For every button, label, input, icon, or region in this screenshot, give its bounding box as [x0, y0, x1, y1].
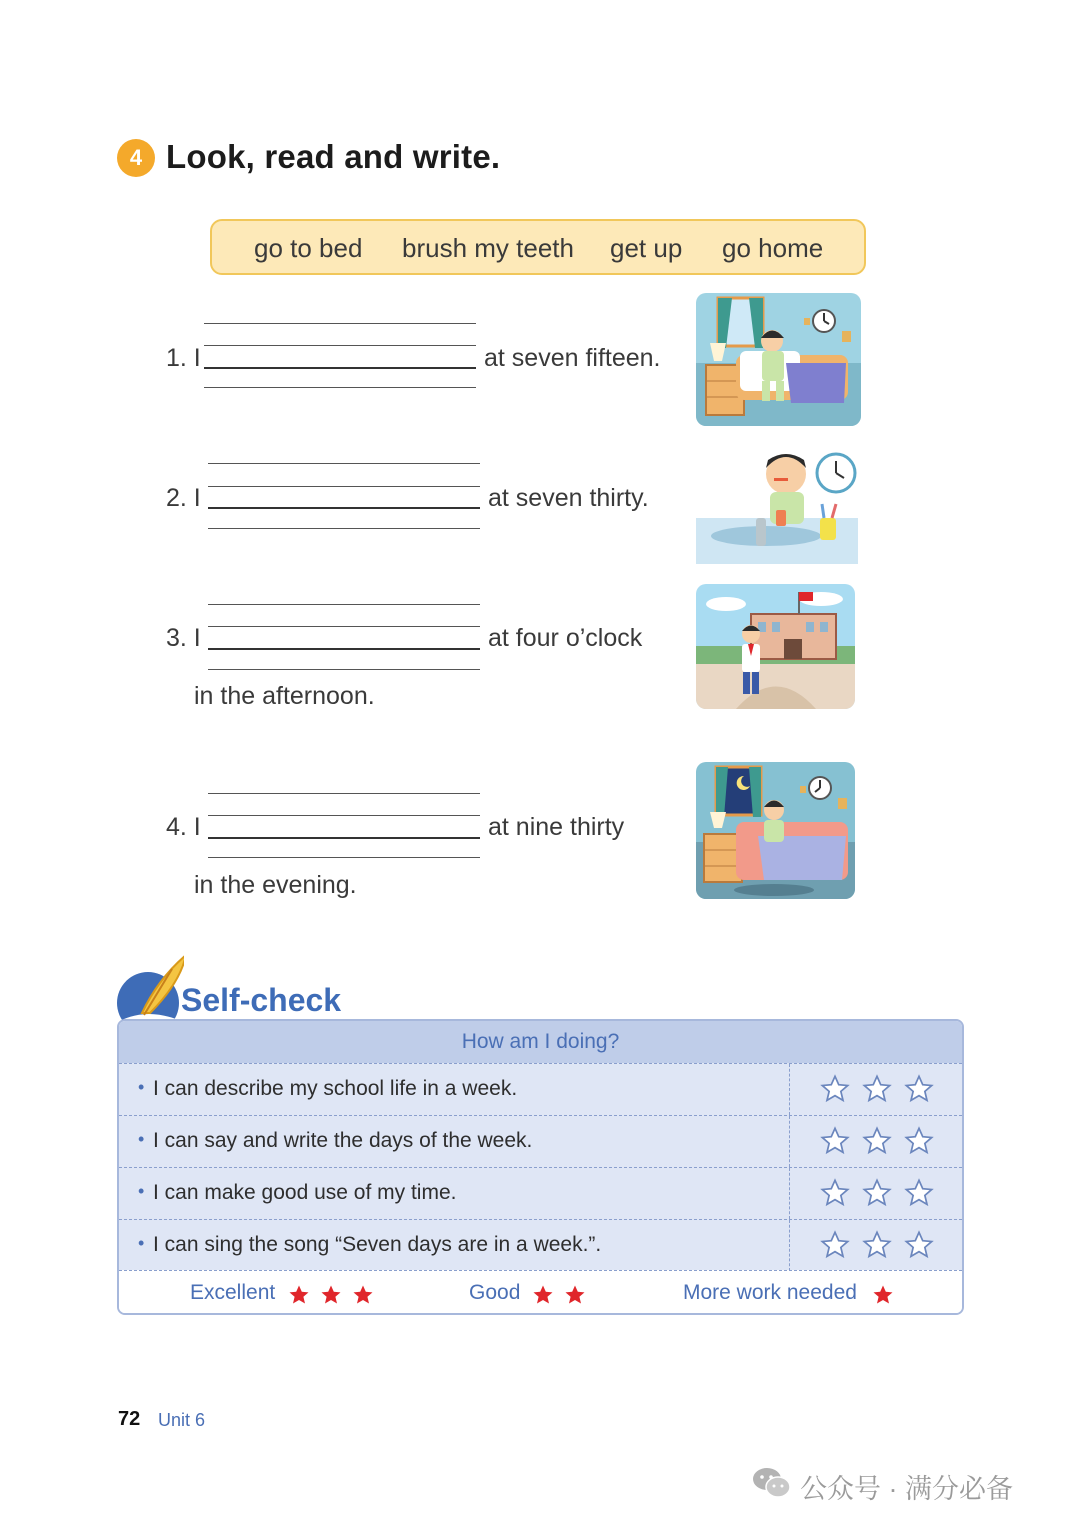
empty-star-icon[interactable] [819, 1177, 851, 1209]
writing-line-mid [208, 626, 480, 627]
column-divider [789, 1168, 790, 1219]
writing-line-mid [208, 486, 480, 487]
writing-line-bottom [208, 528, 480, 529]
filled-star-icon [874, 1286, 893, 1304]
bullet-icon: • [138, 1233, 145, 1253]
item-suffix: at four o’clock [488, 624, 643, 652]
item-continuation: in the afternoon. [194, 682, 375, 710]
wechat-icon [752, 1466, 792, 1500]
star-rating[interactable] [819, 1177, 945, 1214]
empty-star-icon[interactable] [861, 1073, 893, 1105]
self-check-statement: I can make good use of my time. [153, 1181, 457, 1204]
empty-star-icon[interactable] [903, 1073, 935, 1105]
bullet-icon: • [138, 1181, 145, 1201]
filled-star-icon [354, 1286, 373, 1304]
word-bank-item: go home [722, 233, 824, 263]
rating-legend [119, 1270, 962, 1314]
empty-star-icon[interactable] [903, 1177, 935, 1209]
star-rating[interactable] [819, 1125, 945, 1162]
column-divider [789, 1116, 790, 1167]
exercise-number-badge: 4 [117, 139, 155, 177]
filled-star-icon [566, 1286, 585, 1304]
boy-going-to-bed-night-picture [696, 762, 855, 899]
self-check-row [119, 1115, 962, 1167]
bullet-icon: • [138, 1077, 145, 1097]
self-check-header: How am I doing? [119, 1021, 962, 1063]
legend-label-excellent: Excellent [190, 1281, 276, 1304]
empty-star-icon[interactable] [819, 1073, 851, 1105]
answer-writing-line[interactable] [208, 507, 480, 509]
column-divider [789, 1220, 790, 1271]
empty-star-icon[interactable] [861, 1229, 893, 1261]
watermark-text: 公众号 · 满分必备 [800, 1474, 1013, 1504]
legend-stars-excellent [287, 1283, 379, 1312]
star-rating[interactable] [819, 1229, 945, 1266]
empty-star-icon[interactable] [819, 1229, 851, 1261]
writing-line-top [204, 323, 476, 324]
item-suffix: at seven thirty. [488, 484, 649, 512]
self-check-statement: I can say and write the days of the week. [153, 1129, 533, 1152]
column-divider [789, 1064, 790, 1115]
star-rating[interactable] [819, 1073, 945, 1110]
word-bank-item: get up [610, 233, 683, 263]
self-check-statement: I can sing the song “Seven days are in a week.”. [153, 1233, 602, 1256]
self-check-statement: I can describe my school life in a week. [153, 1077, 518, 1100]
answer-writing-line[interactable] [208, 837, 480, 839]
item-label: 4. I [166, 813, 201, 841]
filled-star-icon [534, 1286, 553, 1304]
empty-star-icon[interactable] [819, 1125, 851, 1157]
boy-leaving-school-picture [696, 584, 855, 709]
item-suffix: at nine thirty [488, 813, 625, 841]
writing-line-mid [208, 815, 480, 816]
legend-stars-good [531, 1283, 591, 1312]
word-bank-item: brush my teeth [402, 233, 574, 263]
writing-line-mid [204, 345, 476, 346]
self-check-title: Self-check [181, 982, 342, 1018]
boy-getting-up-bedroom-picture [696, 293, 861, 426]
writing-line-bottom [208, 669, 480, 670]
item-label: 1. I [166, 344, 201, 372]
filled-star-icon [290, 1286, 309, 1304]
legend-label-more-work-needed: More work needed [683, 1281, 857, 1304]
answer-writing-line[interactable] [204, 367, 476, 369]
writing-line-bottom [204, 387, 476, 388]
item-suffix: at seven fifteen. [484, 344, 661, 372]
item-continuation: in the evening. [194, 871, 357, 899]
item-label: 3. I [166, 624, 201, 652]
empty-star-icon[interactable] [903, 1125, 935, 1157]
self-check-row [119, 1219, 962, 1271]
page-number: 72 [118, 1408, 141, 1430]
item-label: 2. I [166, 484, 201, 512]
writing-line-bottom [208, 857, 480, 858]
self-check-table [117, 1019, 964, 1315]
exercise-title: Look, read and write. [166, 138, 501, 175]
boy-brushing-teeth-picture [696, 448, 858, 564]
word-bank-box [210, 219, 866, 275]
empty-star-icon[interactable] [903, 1229, 935, 1261]
word-bank-item: go to bed [254, 233, 363, 263]
writing-line-top [208, 793, 480, 794]
self-check-row [119, 1167, 962, 1219]
empty-star-icon[interactable] [861, 1125, 893, 1157]
unit-label: Unit 6 [158, 1410, 206, 1430]
empty-star-icon[interactable] [861, 1177, 893, 1209]
legend-label-good: Good [469, 1281, 521, 1304]
filled-star-icon [322, 1286, 341, 1304]
answer-writing-line[interactable] [208, 648, 480, 650]
writing-line-top [208, 604, 480, 605]
bullet-icon: • [138, 1129, 145, 1149]
self-check-row [119, 1063, 962, 1115]
writing-line-top [208, 463, 480, 464]
legend-stars-more-work-needed [871, 1283, 895, 1312]
